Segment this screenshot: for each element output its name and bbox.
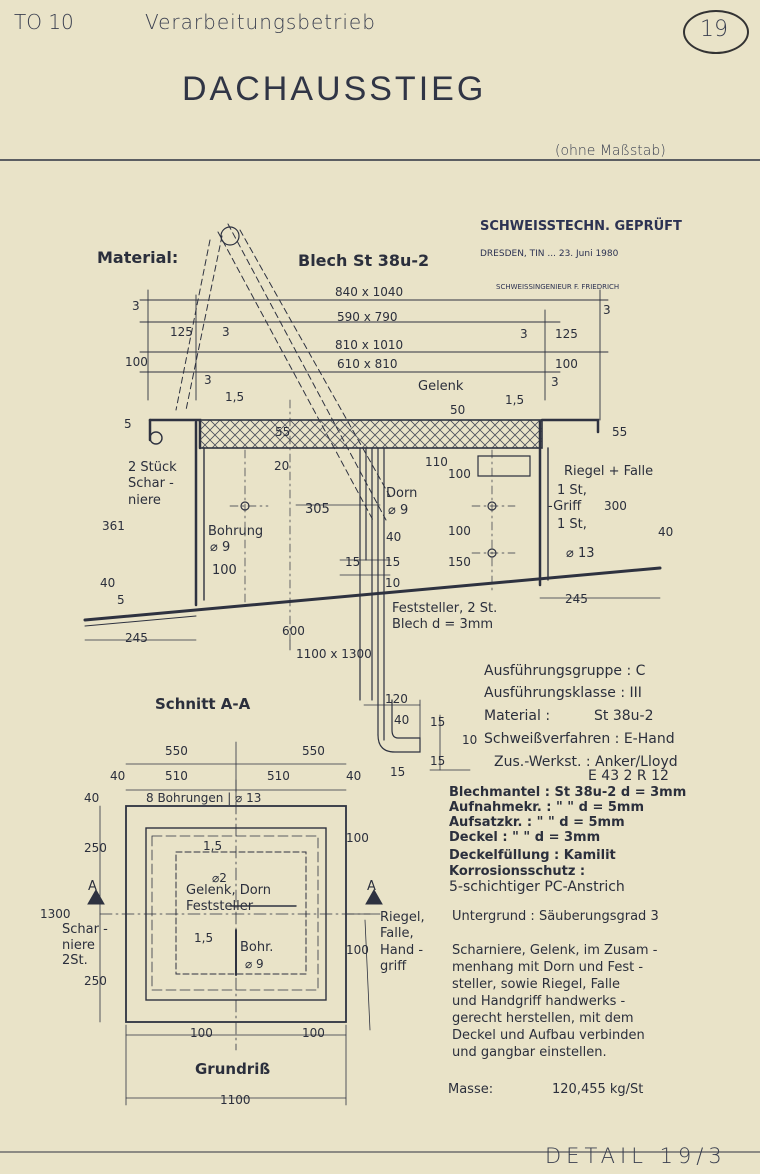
dim-55a: 55 <box>275 425 291 439</box>
plan-dim-100d: 100 <box>302 1026 325 1040</box>
label-riegel: Riegel + Falle <box>564 464 654 479</box>
dim-50: 50 <box>450 403 466 417</box>
stamp-line1: SCHWEISSTECHN. GEPRÜFT <box>480 219 682 234</box>
drawing-code: TO 10 <box>14 10 74 34</box>
plan-label-riegel: Riegel, Falle, Hand - griff <box>380 910 425 974</box>
dim-20: 20 <box>274 459 290 473</box>
section-title: Schnitt A-A <box>155 695 251 713</box>
dim-1-5a: 1,5 <box>225 390 245 404</box>
dim-15d: 15 <box>385 555 401 569</box>
dim-150: 150 <box>448 555 471 569</box>
dim-810: 810 x 1010 <box>335 338 404 352</box>
dim-125b: 125 <box>555 327 578 341</box>
plan-dim-1100: 1100 <box>220 1093 251 1107</box>
dim-100b: 100 <box>555 357 578 371</box>
plan-dim-510a: 510 <box>165 769 188 783</box>
page-number: 19 <box>700 17 728 42</box>
dim-13: ⌀ 13 <box>566 546 595 561</box>
dim-100e: 100 <box>212 563 237 578</box>
label-griff: -Griff <box>548 499 582 514</box>
material-label: Material: <box>97 248 179 267</box>
dim-5a: 5 <box>124 417 132 431</box>
dim-40c: 40 <box>100 576 116 590</box>
dim-40: 40 <box>386 530 402 544</box>
plan-dim-250b: 250 <box>84 974 107 988</box>
spec-anstrich: 5-schichtiger PC-Anstrich <box>449 879 625 895</box>
spec-material-label: Material : <box>484 708 551 724</box>
dim-bohrung-9: ⌀ 9 <box>210 540 231 555</box>
label-gelenk: Gelenk <box>418 379 464 394</box>
dim-600: 600 <box>282 624 305 638</box>
dim-3f: 3 <box>551 375 559 389</box>
plan-dim-40b: 40 <box>346 769 362 783</box>
plan-dim-1300: 1300 <box>40 907 71 921</box>
spec-deckel: Deckel : " " d = 3mm <box>449 830 601 845</box>
dim-1100x1300: 1100 x 1300 <box>296 647 372 661</box>
note-line-6: Deckel und Aufbau verbinden <box>452 1028 645 1043</box>
stamp-line3: SCHWEISSINGENIEUR F. FRIEDRICH <box>496 283 620 291</box>
dim-125a: 125 <box>170 325 193 339</box>
dim-3a: 3 <box>132 299 140 313</box>
plan-label-bohr: Bohr. <box>240 940 274 955</box>
plan-label-scharniere: Schar - niere 2St. <box>62 922 108 969</box>
dim-40b: 40 <box>658 525 674 539</box>
plan-label-a-right: A <box>367 879 376 894</box>
spec-klasse: Ausführungsklasse : III <box>484 685 642 701</box>
dim-245a: 245 <box>125 631 148 645</box>
note-line-1: Scharniere, Gelenk, im Zusam - <box>452 943 658 958</box>
spec-deckelfuellung: Deckelfüllung : Kamilit <box>449 848 616 863</box>
dim-120: 120 <box>385 692 408 706</box>
dim-610: 610 x 810 <box>337 357 398 371</box>
label-riegel-2: 1 St, <box>557 483 587 498</box>
dim-300: 300 <box>604 499 627 513</box>
plan-label-feststeller: Feststeller <box>186 899 254 914</box>
dim-100c: 100 <box>448 467 471 481</box>
dim-3d: 3 <box>603 303 611 317</box>
spec-aufnahme: Aufnahmekr. : " " d = 5mm <box>449 800 644 815</box>
spec-material-value: St 38u-2 <box>594 708 654 724</box>
dim-55b: 55 <box>612 425 628 439</box>
label-dorn: Dorn <box>386 486 418 501</box>
plan-dim-1-5a: 1,5 <box>203 839 223 853</box>
label-griff-2: 1 St, <box>557 517 587 532</box>
plan-dim-550b: 550 <box>302 744 325 758</box>
drawing-subtitle: Verarbeitungsbetrieb <box>145 10 376 34</box>
spec-untergrund: Untergrund : Säuberungsgrad 3 <box>452 909 659 924</box>
spec-schweiss: Schweißverfahren : E-Hand <box>484 731 675 747</box>
dim-3c: 3 <box>204 373 212 387</box>
spec-zus: Zus.-Werkst. : Anker/Lloyd <box>494 754 678 770</box>
dim-5b: 5 <box>117 593 125 607</box>
plan-dim-1-5b: 1,5 <box>194 931 214 945</box>
dim-305: 305 <box>305 502 330 517</box>
note-line-2: menhang mit Dorn und Fest - <box>452 960 644 975</box>
dim-10b: 10 <box>462 733 478 747</box>
page-title: DACHAUSSTIEG <box>182 70 487 108</box>
scale-note: (ohne Maßstab) <box>555 143 666 159</box>
dim-3b: 3 <box>222 325 230 339</box>
dim-3e: 3 <box>520 327 528 341</box>
note-line-3: steller, sowie Riegel, Falle <box>452 977 621 992</box>
spec-gruppe: Ausführungsgruppe : C <box>484 663 646 679</box>
spec-blechmantel: Blechmantel : St 38u-2 d = 3mm <box>449 785 687 800</box>
detail-number: DETAIL 19/3 <box>545 1144 727 1168</box>
dim-15g: 15 <box>390 765 406 779</box>
note-line-4: und Handgriff handwerks - <box>452 994 626 1009</box>
hinge-pin <box>150 432 162 444</box>
label-scharniere: 2 Stück Schar - niere <box>128 460 177 508</box>
material-value: Blech St 38u-2 <box>298 251 430 270</box>
label-bohrung: Bohrung <box>208 524 264 539</box>
lid-fill <box>200 420 542 448</box>
dim-110: 110 <box>425 455 448 469</box>
spec-zus-2: E 43 2 R 12 <box>588 768 669 784</box>
plan-dim-2: ⌀2 <box>212 871 227 885</box>
plan-bohrungen: 8 Bohrungen | ⌀ 13 <box>146 791 262 805</box>
spec-korrosion: Korrosionsschutz : <box>449 864 586 879</box>
stamp-line2: DRESDEN, TIN ... 23. Juni 1980 <box>480 249 619 259</box>
dim-590: 590 x 790 <box>337 310 398 324</box>
plan-dim-40c: 40 <box>84 791 100 805</box>
plan-dim-40a: 40 <box>110 769 126 783</box>
plan-dim-250a: 250 <box>84 841 107 855</box>
spec-aufsatz: Aufsatzkr. : " " d = 5mm <box>449 815 625 830</box>
plan-label-a-left: A <box>88 879 97 894</box>
hinge-circle <box>221 227 239 245</box>
plan-dim-510b: 510 <box>267 769 290 783</box>
plan-label-gelenk: Gelenk, Dorn <box>186 883 272 898</box>
dim-100a: 100 <box>125 355 148 369</box>
dim-840: 840 x 1040 <box>335 285 404 299</box>
note-line-7: und gangbar einstellen. <box>452 1045 607 1060</box>
note-line-5: gerecht herstellen, mit dem <box>452 1011 634 1026</box>
dim-dorn-9: ⌀ 9 <box>388 503 409 518</box>
dim-15e: 15 <box>430 715 446 729</box>
dim-361: 361 <box>102 519 125 533</box>
mass-value: 120,455 kg/St <box>552 1082 644 1097</box>
dim-245b: 245 <box>565 592 588 606</box>
plan-dim-100a: 100 <box>346 831 369 845</box>
plan-dim-9: ⌀ 9 <box>245 957 264 971</box>
plan-dim-100c: 100 <box>190 1026 213 1040</box>
dim-100d: 100 <box>448 524 471 538</box>
plan-title: Grundriß <box>195 1060 271 1078</box>
riegel <box>478 456 530 476</box>
label-feststeller-2: Blech d = 3mm <box>392 617 494 632</box>
label-feststeller: Feststeller, 2 St. <box>392 601 498 616</box>
dim-1-5b: 1,5 <box>505 393 525 407</box>
dim-10: 10 <box>385 576 401 590</box>
dim-40d: 40 <box>394 713 410 727</box>
plan-dim-100b: 100 <box>346 943 369 957</box>
plan-dim-550a: 550 <box>165 744 188 758</box>
dim-15c: 15 <box>345 555 361 569</box>
dim-15f: 15 <box>430 754 446 768</box>
mass-label: Masse: <box>448 1082 494 1097</box>
